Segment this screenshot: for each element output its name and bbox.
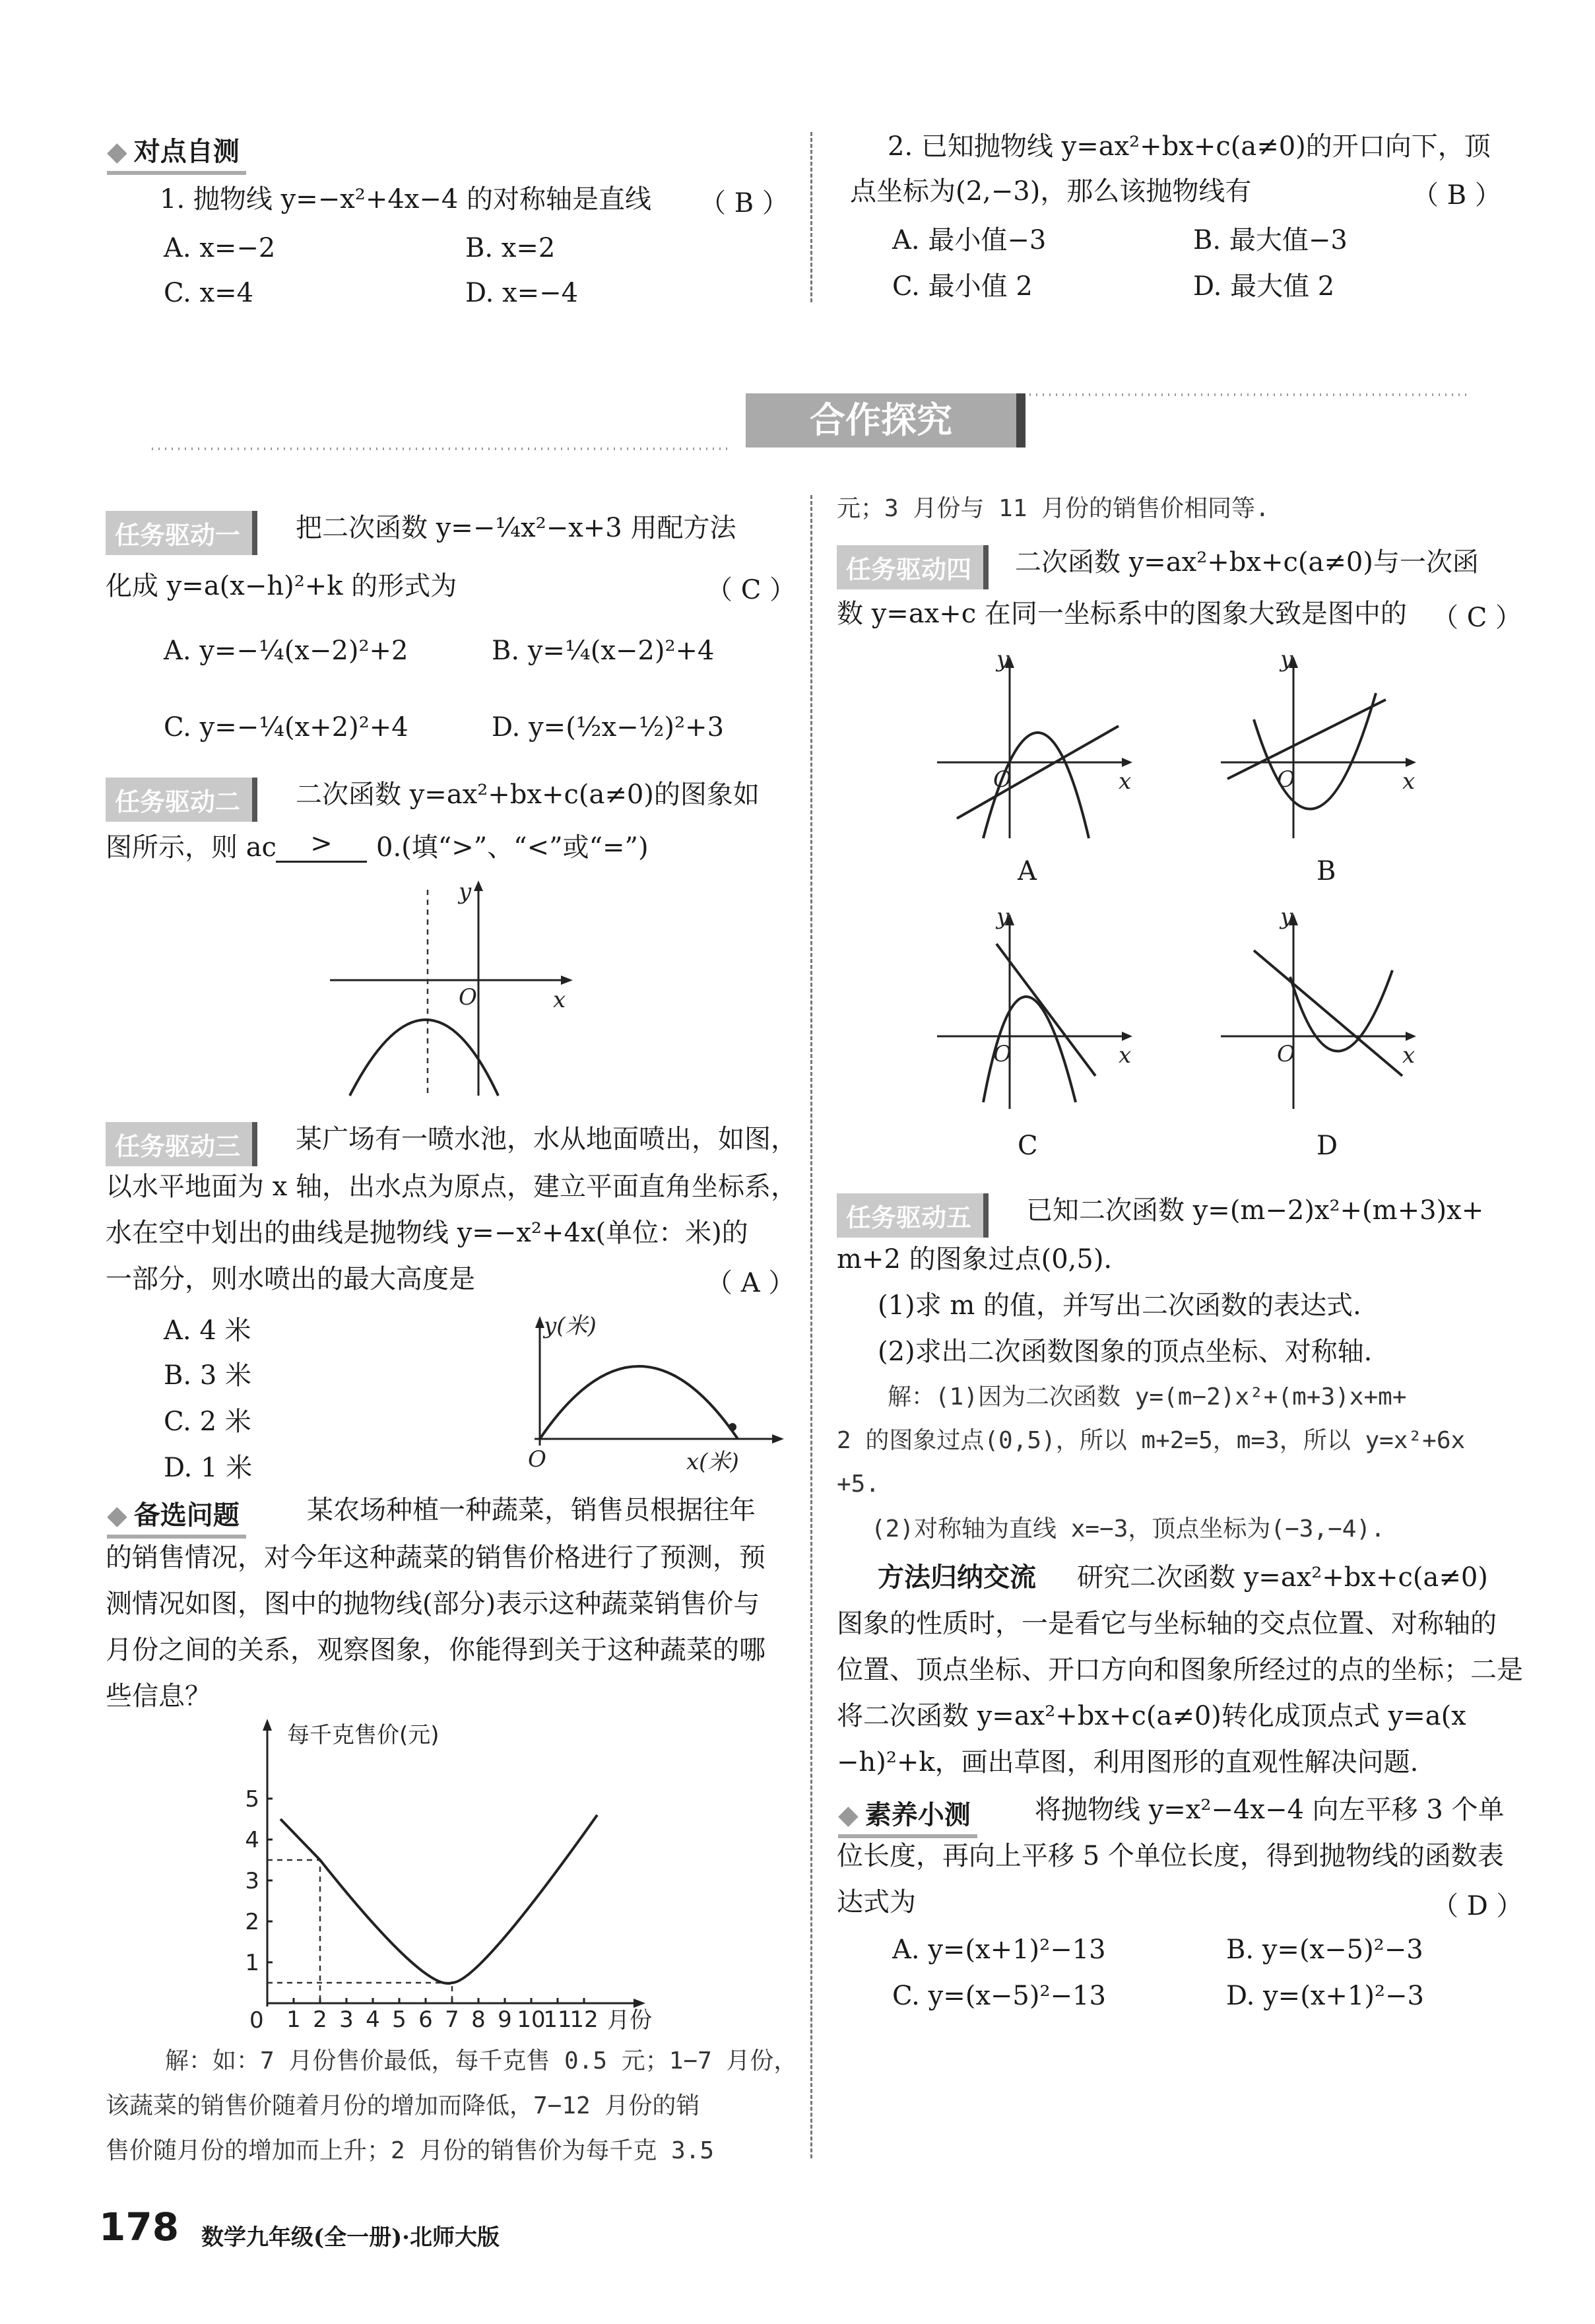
q2-option-b: B. 最大值−3 xyxy=(1193,225,1348,255)
y-tick-label: 3 xyxy=(245,1868,259,1894)
task3-origin: O xyxy=(528,1446,546,1473)
q1-option-a: A. x=−2 xyxy=(164,233,276,263)
q2-stem-2: 点坐标为(2,−3)，那么该抛物线有 xyxy=(850,176,1252,207)
graph-d xyxy=(1214,904,1425,1115)
diamond-icon: ◆ xyxy=(107,1500,127,1531)
task2-stem-1: 二次函数 y=ax²+bx+c(a≠0)的图象如 xyxy=(296,780,760,810)
task3-stem-3: 水在空中划出的曲线是抛物线 y=−x²+4x(单位：米)的 xyxy=(106,1218,748,1248)
task1-stem-2: 化成 y=a(x−h)²+k 的形式为 xyxy=(106,571,457,601)
q1-answer: （ B ） xyxy=(700,188,789,218)
task1-option-a: A. y=−¼(x−2)²+2 xyxy=(164,636,408,666)
backup-solution-4: 元；3 月份与 11 月份的销售价相同等. xyxy=(837,495,1270,522)
x-tick-label: 12 xyxy=(570,2007,599,2033)
literacy-label: 素养小测 xyxy=(864,1800,971,1830)
graph-d-origin: O xyxy=(1277,1041,1295,1067)
task3-answer: （ A ） xyxy=(706,1268,795,1298)
method-line-5: −h)²+k，画出草图，利用图形的直观性解决问题. xyxy=(837,1747,1419,1777)
method-line-3: 位置、顶点坐标、开口方向和图象所经过的点的坐标；二是 xyxy=(837,1655,1523,1685)
graph-b xyxy=(1214,646,1425,851)
task3-stem-1: 某广场有一喷水池，水从地面喷出，如图， xyxy=(296,1124,797,1154)
task2-origin: O xyxy=(459,984,477,1011)
graph-b-label: B xyxy=(1317,856,1336,886)
task2-graph xyxy=(323,879,574,1102)
task4-stem-1: 二次函数 y=ax²+bx+c(a≠0)与一次函 xyxy=(1015,547,1479,578)
column-divider-top xyxy=(810,132,812,302)
task2-blank: > xyxy=(276,826,367,863)
graph-a-x: x xyxy=(1119,768,1132,795)
price-chart-guides xyxy=(267,1860,452,2003)
y-tick-label: 2 xyxy=(245,1909,259,1935)
graph-c-label: C xyxy=(1018,1131,1038,1161)
graph-d-y: y xyxy=(1280,904,1293,930)
y-tick-label: 5 xyxy=(245,1786,259,1812)
task5-sol-4: (2)对称轴为直线 x=−3，顶点坐标为(−3,−4). xyxy=(871,1515,1385,1543)
literacy-option-d: D. y=(x+1)²−3 xyxy=(1226,1981,1424,2011)
task5-sol-1: 解：(1)因为二次函数 y=(m−2)x²+(m+3)x+m+ xyxy=(888,1383,1407,1411)
page-number: 178 xyxy=(99,2205,179,2249)
graph-a-y: y xyxy=(996,646,1010,673)
task4-badge: 任务驱动四 xyxy=(837,545,989,589)
task1-option-b: B. y=¼(x−2)²+4 xyxy=(492,636,715,666)
method-line-1: 研究二次函数 y=ax²+bx+c(a≠0) xyxy=(1077,1562,1488,1593)
price-chart xyxy=(238,1716,673,2034)
backup-tag xyxy=(107,1493,246,1539)
guide-line xyxy=(267,1860,320,2003)
graph-d-label: D xyxy=(1317,1131,1338,1161)
task5-sol-2: 2 的图象过点(0,5)，所以 m+2=5，m=3，所以 y=x²+6x xyxy=(837,1427,1466,1454)
task4-stem-2: 数 y=ax+c 在同一坐标系中的图象大致是图中的 xyxy=(837,599,1407,629)
x-tick-label: 1 xyxy=(286,2007,301,2033)
task1-stem-1: 把二次函数 y=−¼x²−x+3 用配方法 xyxy=(296,513,736,543)
backup-solution-3: 售价随月份的增加而上升；2 月份的销售价为每千克 3.5 xyxy=(106,2137,715,2164)
literacy-stem-2: 位长度，再向上平移 5 个单位长度，得到抛物线的函数表 xyxy=(837,1841,1504,1871)
task1-answer: （ C ） xyxy=(706,575,797,605)
backup-text-1: 某农场种植一种蔬菜，销售员根据往年 xyxy=(307,1495,756,1525)
literacy-stem-3: 达式为 xyxy=(837,1887,916,1917)
price-chart-origin: 0 xyxy=(249,2007,264,2034)
self-test-tag xyxy=(107,129,246,175)
x-tick-label: 5 xyxy=(392,2007,407,2033)
backup-label: 备选问题 xyxy=(133,1500,240,1531)
x-tick-label: 8 xyxy=(471,2007,486,2033)
task3-option-c: C. 2 米 xyxy=(164,1407,251,1437)
task5-badge: 任务驱动五 xyxy=(837,1193,989,1238)
task5-stem-2: m+2 的图象过点(0,5). xyxy=(837,1244,1113,1275)
task2-stem-2a: 图所示，则 ac xyxy=(106,832,277,863)
q2-option-a: A. 最小值−3 xyxy=(892,225,1047,255)
price-chart-curve xyxy=(280,1815,597,1983)
x-tick-label: 2 xyxy=(313,2007,327,2033)
x-tick-label: 4 xyxy=(366,2007,380,2033)
y-tick-label: 4 xyxy=(245,1827,259,1853)
task2-y-label: y xyxy=(459,879,472,905)
x-tick-label: 11 xyxy=(543,2007,572,2033)
y-tick-label: 1 xyxy=(245,1950,259,1976)
task2-stem-2b: 0.(填“>”、“<”或“=”) xyxy=(376,832,649,863)
graph-c xyxy=(930,904,1142,1115)
column-divider-main xyxy=(810,495,812,2158)
backup-text-3: 测情况如图，图中的抛物线(部分)表示这种蔬菜销售价与 xyxy=(106,1589,760,1619)
graph-b-y: y xyxy=(1280,646,1293,673)
backup-solution-2: 该蔬菜的销售价随着月份的增加而降低，7−12 月份的销 xyxy=(106,2092,700,2119)
x-tick-label: 9 xyxy=(498,2007,512,2033)
task3-option-a: A. 4 米 xyxy=(164,1315,251,1346)
x-tick-label: 7 xyxy=(445,2007,459,2033)
x-tick-label: 6 xyxy=(418,2007,433,2033)
task3-stem-4: 一部分，则水喷出的最大高度是 xyxy=(106,1264,475,1294)
task2-x-label: x xyxy=(553,987,566,1013)
guide-line xyxy=(267,1983,452,2003)
book-title: 数学九年级(全一册)·北师大版 xyxy=(201,2224,500,2251)
q1-stem: 1. 抛物线 y=−x²+4x−4 的对称轴是直线 xyxy=(160,184,652,215)
task3-option-d: D. 1 米 xyxy=(164,1453,253,1483)
q2-option-d: D. 最大值 2 xyxy=(1193,271,1335,302)
backup-text-5: 些信息？ xyxy=(106,1681,211,1711)
literacy-answer: （ D ） xyxy=(1432,1891,1523,1921)
literacy-option-c: C. y=(x−5)²−13 xyxy=(892,1981,1106,2011)
task1-option-d: D. y=(½x−½)²+3 xyxy=(492,712,725,743)
graph-c-y: y xyxy=(996,904,1010,930)
task3-x-label: x(米) xyxy=(686,1449,739,1475)
task3-graph xyxy=(521,1313,798,1475)
task5-q2: (2)求出二次函数图象的顶点坐标、对称轴. xyxy=(878,1337,1373,1367)
q1-option-d: D. x=−4 xyxy=(465,278,579,308)
task5-stem-1: 已知二次函数 y=(m−2)x²+(m+3)x+ xyxy=(1026,1195,1484,1226)
x-tick-label: 3 xyxy=(339,2007,354,2033)
x-tick-label: 10 xyxy=(517,2007,546,2033)
literacy-stem-1: 将抛物线 y=x²−4x−4 向左平移 3 个单 xyxy=(1035,1795,1505,1825)
backup-text-2: 的销售情况，对今年这种蔬菜的销售价格进行了预测，预 xyxy=(106,1543,765,1573)
method-line-4: 将二次函数 y=ax²+bx+c(a≠0)转化成顶点式 y=a(x xyxy=(837,1701,1466,1731)
task4-answer: （ C ） xyxy=(1432,603,1522,633)
graph-d-x: x xyxy=(1402,1042,1416,1069)
price-chart-ylabel: 每千克售价(元) xyxy=(287,1722,439,1748)
q2-option-c: C. 最小值 2 xyxy=(892,271,1033,302)
graph-c-origin: O xyxy=(993,1041,1012,1067)
task1-option-c: C. y=−¼(x+2)²+4 xyxy=(164,712,408,743)
section-banner: 合作探究 xyxy=(746,393,1025,448)
method-title: 方法归纳交流 xyxy=(878,1562,1036,1593)
graph-a-origin: O xyxy=(993,766,1012,793)
literacy-option-b: B. y=(x−5)²−3 xyxy=(1226,1935,1423,1965)
task5-sol-3: +5. xyxy=(837,1471,880,1498)
task3-badge: 任务驱动三 xyxy=(106,1122,257,1166)
backup-text-4: 月份之间的关系，观察图象，你能得到关于这种蔬菜的哪 xyxy=(106,1635,765,1665)
task1-badge: 任务驱动一 xyxy=(106,511,257,555)
graph-b-origin: O xyxy=(1277,766,1295,793)
task2-badge: 任务驱动二 xyxy=(106,778,257,822)
task3-y-label: y(米) xyxy=(544,1313,597,1339)
literacy-tag xyxy=(838,1793,977,1838)
q2-answer: （ B ） xyxy=(1412,180,1501,211)
self-test-label: 对点自测 xyxy=(133,137,240,167)
method-line-2: 图象的性质时，一是看它与坐标轴的交点位置、对称轴的 xyxy=(837,1609,1497,1639)
backup-solution-1: 解：如：7 月份售价最低，每千克售 0.5 元；1−7 月份， xyxy=(165,2047,798,2075)
task3-stem-2: 以水平地面为 x 轴，出水点为原点，建立平面直角坐标系， xyxy=(106,1172,797,1202)
price-chart-xlabel: 月份 xyxy=(607,2007,652,2034)
price-chart-ticks xyxy=(245,1786,598,2033)
task3-option-b: B. 3 米 xyxy=(164,1360,251,1391)
task5-q1: (1)求 m 的值，并写出二次函数的表达式. xyxy=(878,1290,1361,1321)
graph-b-x: x xyxy=(1402,768,1416,795)
literacy-option-a: A. y=(x+1)²−13 xyxy=(892,1935,1106,1965)
q1-option-c: C. x=4 xyxy=(164,278,254,308)
q1-option-b: B. x=2 xyxy=(465,233,556,263)
q2-stem-1: 2. 已知抛物线 y=ax²+bx+c(a≠0)的开口向下，顶 xyxy=(888,131,1491,162)
diamond-icon: ◆ xyxy=(107,137,127,167)
graph-a-label: A xyxy=(1018,856,1037,886)
graph-c-x: x xyxy=(1119,1042,1132,1069)
diamond-icon: ◆ xyxy=(838,1800,859,1830)
graph-a xyxy=(930,646,1142,851)
